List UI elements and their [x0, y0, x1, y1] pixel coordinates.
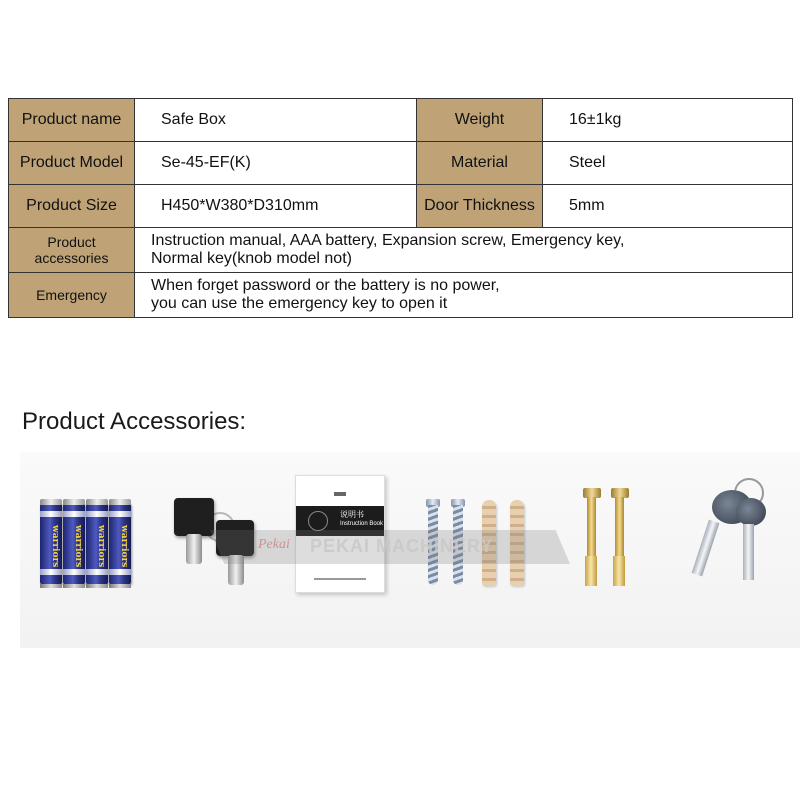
value-product-model: Se-45-EF(K)	[135, 142, 417, 185]
accessories-line-2: Normal key(knob model not)	[151, 250, 352, 267]
emergency-key-blade-2	[743, 524, 754, 580]
spec-row-model	[9, 142, 793, 185]
label-product-name: Product name	[9, 99, 135, 142]
key-shaft-1	[186, 534, 202, 564]
value-product-name: Safe Box	[135, 99, 417, 142]
emergency-line-2: you can use the emergency key to open it	[151, 295, 448, 312]
emergency-key-head-2	[736, 498, 766, 526]
section-title: Product Accessories:	[22, 408, 247, 435]
battery-1: warriors	[40, 503, 62, 585]
label-product-model: Product Model	[9, 142, 135, 185]
emergency-line-1: When forget password or the battery is no power,	[151, 277, 500, 294]
value-emergency	[135, 273, 793, 318]
manual-subtitle: Instruction Book	[340, 521, 384, 527]
spec-row-accessories	[9, 228, 793, 273]
spec-row-size	[9, 185, 793, 228]
manual-logo-icon	[308, 511, 328, 531]
value-door-thickness: 5mm	[543, 185, 793, 228]
spec-row-emergency	[9, 273, 793, 318]
label-emergency: Emergency	[9, 273, 135, 318]
battery-4: warriors	[109, 503, 131, 585]
label-weight: Weight	[417, 99, 543, 142]
value-product-size: H450*W380*D310mm	[135, 185, 417, 228]
label-product-size: Product Size	[9, 185, 135, 228]
battery-3: warriors	[86, 503, 108, 585]
label-door-thickness: Door Thickness	[417, 185, 543, 228]
label-product-accessories: Product accessories	[9, 228, 135, 273]
key-head-1	[174, 498, 214, 536]
value-material: Steel	[543, 142, 793, 185]
watermark-text: PEKAI MACHINERY	[310, 536, 494, 556]
accessories-line-1: Instruction manual, AAA battery, Expansion screw, Emergency key,	[151, 232, 625, 249]
manual-title: 说明书	[340, 510, 364, 519]
battery-2: warriors	[63, 503, 85, 585]
value-product-accessories	[135, 228, 793, 273]
spec-row-name	[9, 99, 793, 142]
spec-table	[8, 98, 793, 318]
value-weight: 16±1kg	[543, 99, 793, 142]
watermark-logo: Pekai	[258, 537, 290, 552]
label-material: Material	[417, 142, 543, 185]
